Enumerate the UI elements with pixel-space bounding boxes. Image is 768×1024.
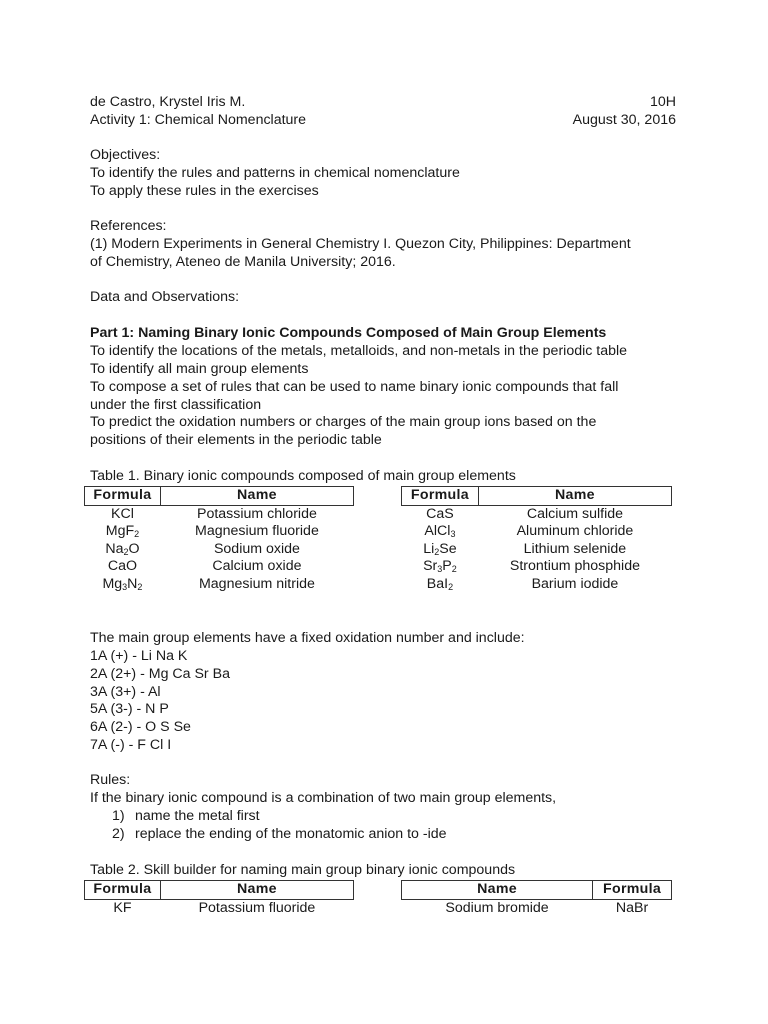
- formula-cell: CaO: [107, 558, 138, 575]
- oxidation-intro: The main group elements have a fixed oxidation number and include:: [90, 630, 525, 646]
- formula-cell: $Sr_3P_2$: [423, 558, 457, 575]
- rule-number: 1): [112, 808, 125, 824]
- name-cell: Sodium bromide: [445, 899, 549, 916]
- table1-right: [401, 486, 672, 594]
- column-header: Formula: [593, 881, 672, 900]
- table-row: [402, 899, 672, 917]
- rule-text: name the metal first: [135, 808, 260, 824]
- table-row: [402, 576, 672, 594]
- table2-left: [84, 880, 354, 917]
- oxidation-group: 6A (2-) - O S Se: [90, 719, 191, 735]
- name-cell: Aluminum chloride: [516, 523, 634, 540]
- reference-line: of Chemistry, Ateneo de Manila University; 2016.: [90, 254, 396, 270]
- activity-date: August 30, 2016: [572, 112, 676, 128]
- column-header: Formula: [402, 487, 479, 506]
- table-row: [85, 558, 354, 576]
- name-cell: Sodium oxide: [213, 540, 300, 557]
- name-cell: Potassium chloride: [197, 505, 317, 522]
- table-row: [85, 576, 354, 594]
- references-heading: References:: [90, 218, 167, 234]
- objectives-heading: Objectives:: [90, 147, 161, 163]
- formula-cell: CaS: [426, 505, 454, 522]
- name-cell: Magnesium fluoride: [195, 523, 319, 540]
- formula-cell: BaI$_2$: [426, 575, 454, 592]
- column-header: Name: [402, 881, 593, 900]
- oxidation-group: 7A (-) - F Cl I: [90, 737, 172, 753]
- table-row: [402, 505, 672, 523]
- rules-heading: Rules:: [90, 772, 131, 788]
- activity-title: Activity 1: Chemical Nomenclature: [90, 112, 307, 128]
- column-header: Name: [478, 487, 671, 506]
- column-header: Formula: [85, 487, 161, 506]
- table2-caption: Table 2. Skill builder for naming main group binary ionic compounds: [90, 862, 516, 878]
- oxidation-group: 3A (3+) - Al: [90, 684, 161, 700]
- column-header: Name: [160, 881, 353, 900]
- formula-cell: $Na_2O$: [105, 540, 140, 557]
- name-cell: Potassium fluoride: [198, 899, 316, 916]
- table1-left: [84, 486, 354, 594]
- data-heading: Data and Observations:: [90, 289, 240, 305]
- table-row: [85, 505, 354, 523]
- formula-cell: KCl: [111, 505, 134, 522]
- oxidation-group: 1A (+) - Li Na K: [90, 648, 188, 664]
- rule-item: [112, 826, 447, 844]
- part1-line: positions of their elements in the periodic table: [90, 432, 382, 448]
- table-row: [402, 523, 672, 541]
- name-cell: Calcium sulfide: [526, 505, 624, 522]
- table-row: [85, 523, 354, 541]
- rule-text: replace the ending of the monatomic anion to -ide: [135, 826, 447, 842]
- table-row: [402, 558, 672, 576]
- table-row: [402, 541, 672, 559]
- oxidation-group: 2A (2+) - Mg Ca Sr Ba: [90, 666, 230, 682]
- table2-right: [401, 880, 672, 917]
- name-cell: Lithium selenide: [523, 540, 627, 557]
- rules-intro: If the binary ionic compound is a combination of two main group elements,: [90, 790, 557, 806]
- section-label: 10H: [649, 94, 676, 110]
- column-header: Name: [160, 487, 353, 506]
- oxidation-group: 5A (3-) - N P: [90, 701, 169, 717]
- part1-line: To identify the locations of the metals, metalloids, and non-metals in the periodic table: [90, 343, 628, 359]
- table-row: [85, 899, 354, 917]
- column-header: Formula: [85, 881, 161, 900]
- part1-line: To predict the oxidation numbers or charges of the main group ions based on the: [90, 414, 597, 430]
- reference-line: (1) Modern Experiments in General Chemistry I. Quezon City, Philippines: Department: [90, 236, 631, 252]
- rule-number: 2): [112, 826, 125, 842]
- table1-caption: Table 1. Binary ionic compounds composed of main group elements: [90, 468, 516, 484]
- formula-cell: AlCl$_3$: [424, 523, 456, 540]
- formula-cell: KF: [113, 899, 132, 916]
- objective-item: To apply these rules in the exercises: [90, 183, 319, 199]
- name-cell: Barium iodide: [531, 575, 619, 592]
- formula-cell: MgF$_2$: [105, 523, 140, 540]
- part1-title: Part 1: Naming Binary Ionic Compounds Composed of Main Group Elements: [90, 325, 607, 341]
- student-name: de Castro, Krystel Iris M.: [90, 94, 246, 110]
- part1-line: To compose a set of rules that can be used to name binary ionic compounds that fall: [90, 379, 619, 395]
- formula-cell: $Li_2Se$: [423, 540, 457, 557]
- part1-line: under the first classification: [90, 397, 262, 413]
- table-row: [85, 541, 354, 559]
- formula-cell: NaBr: [615, 899, 649, 916]
- rule-item: [112, 808, 260, 826]
- name-cell: Strontium phosphide: [509, 558, 640, 575]
- formula-cell: $Mg_3N_2$: [102, 575, 143, 592]
- name-cell: Calcium oxide: [212, 558, 302, 575]
- name-cell: Magnesium nitride: [198, 575, 315, 592]
- part1-line: To identify all main group elements: [90, 361, 309, 377]
- objective-item: To identify the rules and patterns in chemical nomenclature: [90, 165, 460, 181]
